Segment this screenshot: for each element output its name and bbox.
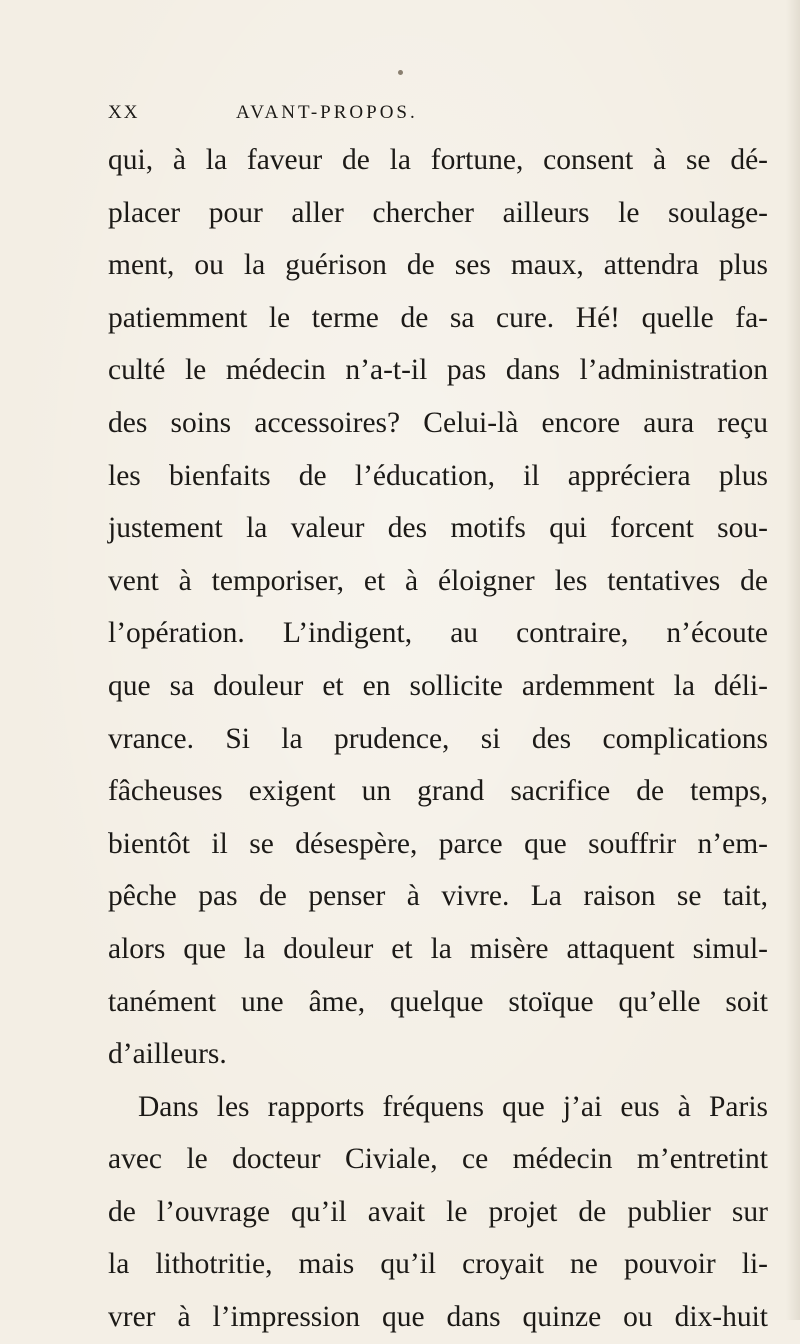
- text-line: d’ailleurs.: [108, 1038, 227, 1071]
- text-line: patiemment le terme de sa cure. Hé! quelle fa-: [108, 301, 768, 334]
- running-head: [108, 102, 748, 132]
- body-text: [108, 134, 768, 1344]
- page-number: XX: [108, 102, 140, 123]
- text-line: placer pour aller chercher ailleurs le soulage-: [108, 196, 768, 229]
- text-line: ment, ou la guérison de ses maux, attendra plus: [108, 249, 768, 282]
- text-line: bientôt il se désespère, parce que souffrir n’em-: [108, 827, 768, 860]
- text-line: avec le docteur Civiale, ce médecin m’entretint: [108, 1143, 768, 1176]
- running-title: AVANT-PROPOS.: [236, 102, 418, 123]
- ink-speck: [398, 70, 403, 75]
- paragraph-1: [108, 134, 768, 1081]
- text-line: justement la valeur des motifs qui forcent sou-: [108, 512, 768, 545]
- text-line: vent à temporiser, et à éloigner les tentatives de: [108, 564, 768, 597]
- text-line: de l’ouvrage qu’il avait le projet de publier sur: [108, 1195, 768, 1228]
- text-line: vrer à l’impression que dans quinze ou dix-huit: [108, 1301, 768, 1334]
- text-line: fâcheuses exigent un grand sacrifice de temps,: [108, 775, 768, 808]
- text-line: culté le médecin n’a-t-il pas dans l’administration: [108, 354, 768, 387]
- text-line: la lithotritie, mais qu’il croyait ne pouvoir li-: [108, 1248, 768, 1281]
- text-line: vrance. Si la prudence, si des complications: [108, 722, 768, 755]
- page-edge-shadow: [786, 0, 800, 1320]
- text-line: alors que la douleur et la misère attaquent simul-: [108, 932, 768, 965]
- text-line: Dans les rapports fréquens que j’ai eus à Paris: [138, 1090, 768, 1123]
- text-line: pêche pas de penser à vivre. La raison se tait,: [108, 880, 768, 913]
- text-line: que sa douleur et en sollicite ardemment la déli-: [108, 669, 768, 702]
- text-line: qui, à la faveur de la fortune, consent à se dé-: [108, 144, 768, 176]
- text-line: des soins accessoires? Celui-là encore aura reçu: [108, 406, 768, 439]
- paragraph-2: [108, 1081, 768, 1344]
- text-line: l’opération. L’indigent, au contraire, n’écoute: [108, 617, 768, 650]
- text-line: tanément une âme, quelque stoïque qu’elle soit: [108, 985, 768, 1018]
- text-line: les bienfaits de l’éducation, il appréciera plus: [108, 459, 768, 492]
